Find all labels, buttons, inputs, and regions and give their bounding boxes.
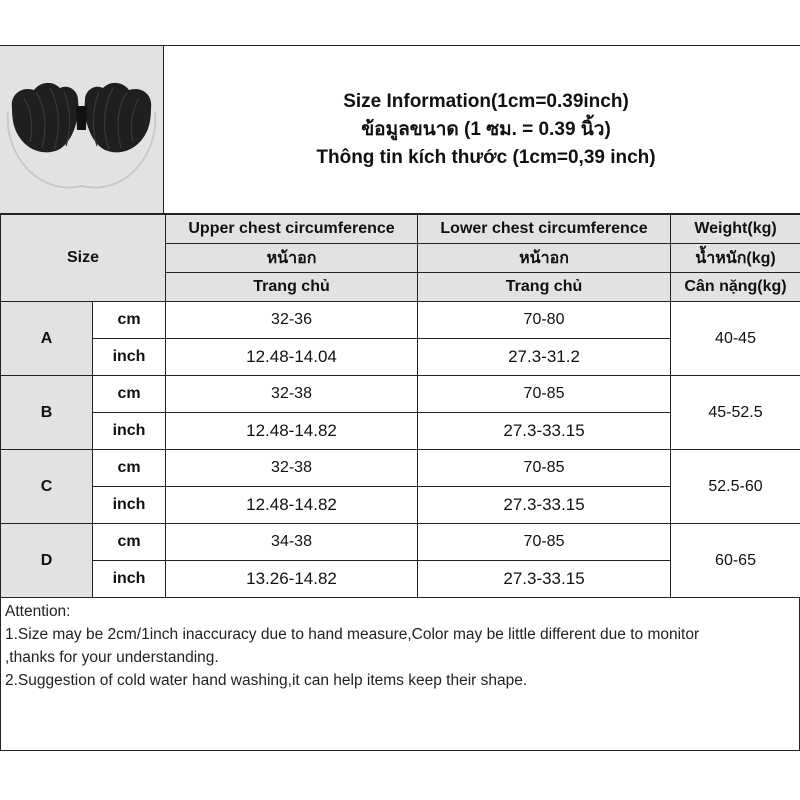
- upper-inch-value: 12.48-14.82: [166, 487, 418, 524]
- upper-cm-value: 32-38: [166, 376, 418, 413]
- note-size-accuracy-cont: ,thanks for your understanding.: [5, 649, 219, 666]
- lower-cm-value: 70-85: [418, 524, 671, 561]
- unit-inch: inch: [93, 561, 166, 598]
- lower-inch-value: 27.3-33.15: [418, 487, 671, 524]
- note-size-accuracy: 1.Size may be 2cm/1inch inaccuracy due to hand measure,Color may be little different due to monitor: [5, 626, 700, 643]
- lower-cm-value: 70-85: [418, 450, 671, 487]
- lower-cm-value: 70-85: [418, 376, 671, 413]
- title-thai: ข้อมูลขนาด (1 ซม. = 0.39 นิ้ว): [361, 118, 611, 140]
- upper-inch-value: 12.48-14.82: [166, 413, 418, 450]
- col-lower-th: หน้าอก: [418, 244, 671, 273]
- table-row: [1, 302, 800, 339]
- col-lower-en: Lower chest circumference: [418, 215, 671, 244]
- weight-value: 52.5-60: [671, 450, 800, 524]
- unit-cm: cm: [93, 376, 166, 413]
- attention-notes: [0, 598, 800, 751]
- weight-value: 45-52.5: [671, 376, 800, 450]
- title-vietnamese: Thông tin kích thước (1cm=0,39 inch): [316, 146, 656, 168]
- col-weight-vi: Cân nặng(kg): [671, 273, 800, 302]
- size-header: Size: [1, 215, 166, 302]
- table-row: [1, 376, 800, 413]
- lower-inch-value: 27.3-33.15: [418, 561, 671, 598]
- col-upper-th: หน้าอก: [166, 244, 418, 273]
- col-weight-th: น้ำหนัก(kg): [671, 244, 800, 273]
- unit-inch: inch: [93, 413, 166, 450]
- size-letter: D: [1, 524, 93, 598]
- col-upper-vi: Trang chủ: [166, 273, 418, 302]
- unit-cm: cm: [93, 450, 166, 487]
- header-row-english: [1, 215, 800, 244]
- upper-cm-value: 32-36: [166, 302, 418, 339]
- upper-cm-value: 32-38: [166, 450, 418, 487]
- upper-inch-value: 12.48-14.04: [166, 339, 418, 376]
- size-letter: C: [1, 450, 93, 524]
- unit-cm: cm: [93, 524, 166, 561]
- upper-cm-value: 34-38: [166, 524, 418, 561]
- product-photo: [0, 46, 164, 213]
- title-english: Size Information(1cm=0.39inch): [343, 90, 629, 112]
- weight-value: 60-65: [671, 524, 800, 598]
- col-upper-en: Upper chest circumference: [166, 215, 418, 244]
- note-washing: 2.Suggestion of cold water hand washing,it can help items keep their shape.: [5, 672, 528, 689]
- table-row: [1, 524, 800, 561]
- unit-inch: inch: [93, 339, 166, 376]
- lower-inch-value: 27.3-33.15: [418, 413, 671, 450]
- size-letter: B: [1, 376, 93, 450]
- lower-cm-value: 70-80: [418, 302, 671, 339]
- unit-inch: inch: [93, 487, 166, 524]
- col-lower-vi: Trang chủ: [418, 273, 671, 302]
- unit-cm: cm: [93, 302, 166, 339]
- col-weight-en: Weight(kg): [671, 215, 800, 244]
- upper-inch-value: 13.26-14.82: [166, 561, 418, 598]
- lower-inch-value: 27.3-31.2: [418, 339, 671, 376]
- size-table: [0, 214, 800, 598]
- size-letter: A: [1, 302, 93, 376]
- notes-heading: Attention:: [5, 603, 71, 620]
- weight-value: 40-45: [671, 302, 800, 376]
- chart-header: [0, 45, 800, 214]
- strapless-bra-icon: [0, 46, 163, 213]
- chart-title: [164, 46, 800, 213]
- table-row: [1, 450, 800, 487]
- size-chart: [0, 45, 800, 751]
